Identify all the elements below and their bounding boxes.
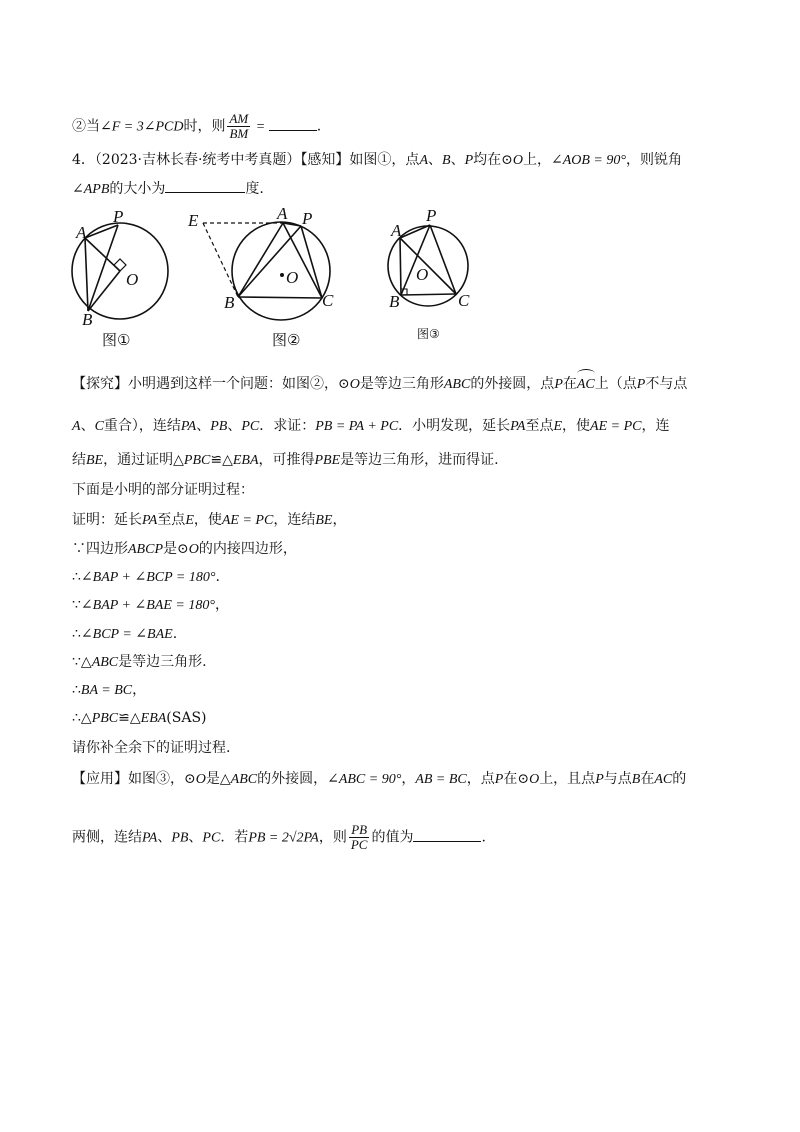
math-expression: PA (180, 419, 197, 434)
text-run: 证明：延长 (72, 512, 142, 528)
text-run: 的大小为 (109, 181, 166, 197)
text-run: 在 (640, 771, 655, 787)
math-expression: PA (510, 419, 526, 434)
math-expression: A (72, 419, 81, 434)
text-run: . (172, 626, 178, 642)
math-expression: A (419, 153, 428, 168)
fig3-segment-ab (400, 238, 401, 295)
fig1-segment-ab (85, 238, 88, 311)
math-expression: ABC (443, 377, 471, 392)
math-expression: ∠BCP = ∠BAE (80, 627, 173, 642)
fig2-label-a: A (277, 204, 288, 223)
fig3-label-o: O (416, 265, 429, 284)
math-expression: AE = PC (221, 513, 274, 528)
text-run: ，则 (318, 829, 347, 846)
fig3-caption: 图③ (417, 327, 440, 341)
fig1-label-a: A (76, 223, 87, 242)
text-run: 、 (196, 418, 211, 434)
text-run: 4．（2023·吉林长春·统考中考真题） (72, 152, 301, 168)
text-run: ∴ (72, 682, 81, 698)
text-run: 重合），连结 (103, 418, 181, 434)
math-expression: P (494, 772, 504, 787)
text-run: ，连结 (273, 512, 316, 528)
text-run: ， (401, 771, 416, 787)
figure-2 (203, 222, 330, 320)
text-run: 两侧，连结 (72, 829, 142, 846)
math-expression: PBE (314, 453, 341, 468)
math-expression: O (195, 772, 206, 787)
fig2-label-o: O (286, 268, 299, 287)
text-run: . (316, 118, 322, 135)
text-run: 至点 (157, 512, 186, 528)
text-run: 度. (245, 181, 264, 197)
fig2-label-p: P (302, 209, 313, 228)
math-expression: ∠BAP + ∠BCP = 180° (80, 570, 216, 585)
fig2-segment-ab (238, 223, 283, 297)
math-expression: PA (142, 830, 158, 846)
text-run: ∴△ (72, 710, 92, 726)
math-expression: E (553, 419, 563, 434)
math-expression: B (442, 153, 451, 168)
text-run: 是△ (205, 771, 231, 787)
math-expression: PA (142, 513, 158, 528)
fig2-label-b: B (224, 293, 235, 312)
fig3-label-c: C (458, 291, 470, 310)
text-run: 请你补全余下的证明过程. (72, 740, 231, 756)
math-expression: ∠F = 3∠PCD (100, 119, 184, 135)
text-run: ．求证： (259, 418, 316, 434)
math-expression: AE = PC (590, 419, 642, 434)
math-expression: C (94, 419, 104, 434)
math-expression: BE (315, 513, 333, 528)
math-expression: ABC (230, 772, 258, 787)
text-run: ∴ (72, 569, 81, 585)
math-expression: P (464, 153, 474, 168)
text-run: 在⊙ (503, 771, 530, 787)
fig1-right-angle-mark (114, 259, 126, 271)
text-run: 【感知】如图①，点 (300, 152, 420, 168)
text-run: ，则锐角 (625, 152, 682, 168)
math-expression: ABC (91, 655, 119, 670)
math-expression: EBA (140, 711, 167, 726)
text-run: ， (332, 512, 347, 528)
math-expression: PC (202, 830, 221, 846)
fig1-caption: 图① (102, 331, 131, 349)
math-expression: B (631, 772, 641, 787)
fraction-numerator: AM (229, 111, 249, 126)
text-run: 【应用】如图③，⊙ (72, 771, 196, 787)
math-expression: O (349, 377, 360, 392)
fraction-numerator: PB (349, 823, 370, 838)
fig1-segment-ob (88, 271, 120, 311)
text-run: ，连 (641, 418, 670, 434)
text-run: 、 (188, 829, 203, 846)
fig2-label-c: C (322, 291, 334, 310)
math-expression: AC (654, 772, 673, 787)
text-run: 不与点 (645, 376, 688, 392)
fig3-label-p: P (426, 206, 437, 225)
figure-1 (72, 223, 168, 319)
text-run: ∴ (72, 626, 81, 642)
text-run: 的外接圆，点 (470, 376, 555, 392)
text-run: 是等边三角形，进而得证. (340, 452, 499, 468)
text-run: 时，则 (183, 118, 226, 135)
text-run: 、 (428, 152, 442, 168)
math-expression: O (512, 153, 523, 168)
text-run: ②当 (72, 118, 100, 135)
math-expression: PB (171, 830, 189, 846)
math-expression: ∠APB (72, 182, 110, 197)
fraction-denominator: PC (350, 837, 368, 852)
text-run: 、 (450, 152, 465, 168)
math-expression: E (185, 513, 194, 528)
text-run: 的内接四边形， (198, 541, 297, 557)
fig3-label-b: B (389, 292, 400, 311)
text-run: 、 (80, 418, 95, 434)
text-run: ，使 (193, 512, 222, 528)
math-expression: BE (86, 453, 104, 468)
math-expression: P (595, 772, 604, 787)
text-run: 结 (72, 452, 86, 468)
text-run: 、 (157, 829, 172, 846)
fig3-segment-bc (401, 294, 456, 295)
text-run: 的值为 (371, 829, 414, 846)
text-run: ，点 (466, 771, 495, 787)
math-expression: PB (210, 419, 228, 434)
text-run: ∵四边形 (72, 541, 128, 557)
text-run: 下面是小明的部分证明过程： (72, 482, 254, 498)
math-expression: BA = BC (80, 683, 133, 698)
math-expression: O (529, 772, 540, 787)
math-expression: PB = 2√2PA (248, 830, 319, 846)
text-run: 上，且点 (539, 771, 596, 787)
text-run: 在 (562, 376, 577, 392)
text-run: 是等边三角形 (359, 376, 444, 392)
text-run: 上（点 (594, 376, 637, 392)
text-run: 均在⊙ (473, 152, 513, 168)
text-run: ，可推得 (258, 452, 315, 468)
text-run: ，使 (562, 418, 591, 434)
arc-notation: AC (577, 375, 595, 395)
fig1-segment-pb (88, 225, 118, 311)
text-run: 是⊙ (163, 541, 189, 557)
fig1-label-o: O (126, 270, 139, 289)
text-run: 上， (522, 152, 551, 168)
math-expression: P (636, 377, 646, 392)
fig2-segment-bc (238, 297, 322, 298)
text-run: ∵△ (72, 654, 92, 670)
fraction-denominator: BM (229, 126, 249, 141)
math-expression: EBA (232, 453, 259, 468)
fig2-center-dot (280, 273, 284, 277)
text-run: 的外接圆， (257, 771, 328, 787)
fig3-label-a: A (391, 221, 402, 240)
math-expression: ∠ABC = 90° (327, 772, 402, 787)
text-run: 【探究】小明遇到这样一个问题：如图②，⊙ (72, 376, 350, 392)
text-run: . (215, 569, 220, 585)
text-run: ， (214, 597, 229, 613)
math-expression: = (252, 119, 269, 135)
text-run: 至点 (525, 418, 554, 434)
text-run: 是等边三角形. (118, 654, 207, 670)
text-run: ．小明发现，延长 (398, 418, 511, 434)
fig1-label-b: B (82, 310, 93, 329)
text-run: 的 (672, 771, 687, 787)
fig2-circle (232, 222, 330, 320)
text-run: ≌△ (118, 710, 141, 726)
math-expression: ABCP (128, 542, 163, 557)
text-run: . (481, 829, 486, 846)
math-expression: PBC (91, 711, 119, 726)
math-expression: PC (241, 419, 260, 434)
text-run: 与点 (603, 771, 632, 787)
math-expression: PBC (183, 453, 211, 468)
math-expression: O (188, 542, 199, 557)
text-run: 、 (227, 418, 242, 434)
text-run: ∵ (72, 597, 81, 613)
fig2-caption: 图② (272, 331, 301, 349)
text-run: ．若 (220, 829, 249, 846)
math-expression: ∠BAP + ∠BAE = 180° (80, 598, 215, 613)
text-run: ≌△ (210, 452, 233, 468)
math-expression: AB = BC (415, 772, 467, 787)
math-expression: ∠AOB = 90° (550, 153, 626, 168)
math-expression: PB = PA + PC (315, 419, 399, 434)
fig2-label-e: E (188, 211, 199, 230)
text-run: (SAS) (166, 710, 207, 726)
text-run: ，通过证明△ (103, 452, 184, 468)
fig1-label-p: P (113, 207, 124, 226)
math-expression: P (554, 377, 563, 392)
text-run: ， (132, 682, 147, 698)
fig3-segment-pc (430, 225, 456, 294)
